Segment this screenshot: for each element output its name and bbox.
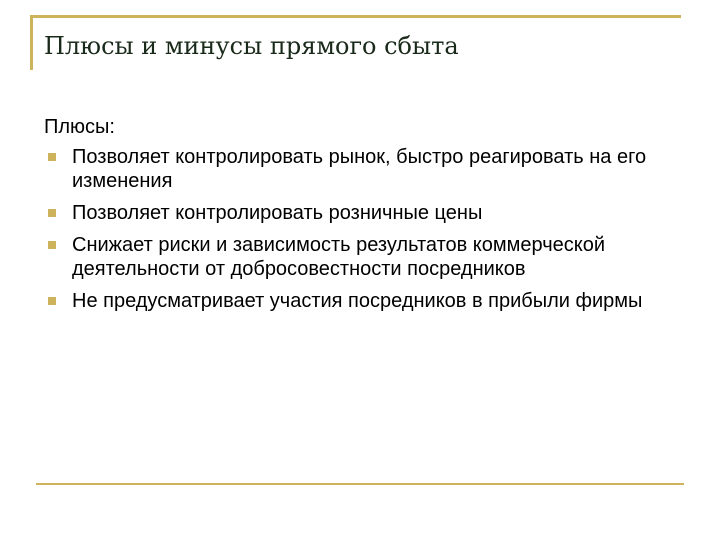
bullet-list	[44, 145, 684, 313]
square-bullet-icon	[48, 153, 56, 161]
bullet-item	[44, 201, 684, 225]
square-bullet-icon	[48, 209, 56, 217]
bullet-item	[44, 145, 684, 193]
bullet-text: Позволяет контролировать розничные цены	[72, 202, 483, 224]
slide-title: Плюсы и минусы прямого сбыта	[44, 32, 459, 60]
bullet-item	[44, 289, 684, 313]
footer-divider	[36, 483, 684, 485]
section-heading: Плюсы:	[44, 116, 115, 138]
square-bullet-icon	[48, 297, 56, 305]
bullet-item	[44, 233, 684, 281]
bullet-text: Снижает риски и зависимость результатов коммерческой деятельности от добросовестности посредников	[72, 234, 606, 280]
bullet-text: Не предусматривает участия посредников в прибыли фирмы	[72, 290, 643, 312]
bullet-text: Позволяет контролировать рынок, быстро реагировать на его изменения	[72, 146, 647, 192]
slide-content	[44, 115, 684, 321]
square-bullet-icon	[48, 241, 56, 249]
